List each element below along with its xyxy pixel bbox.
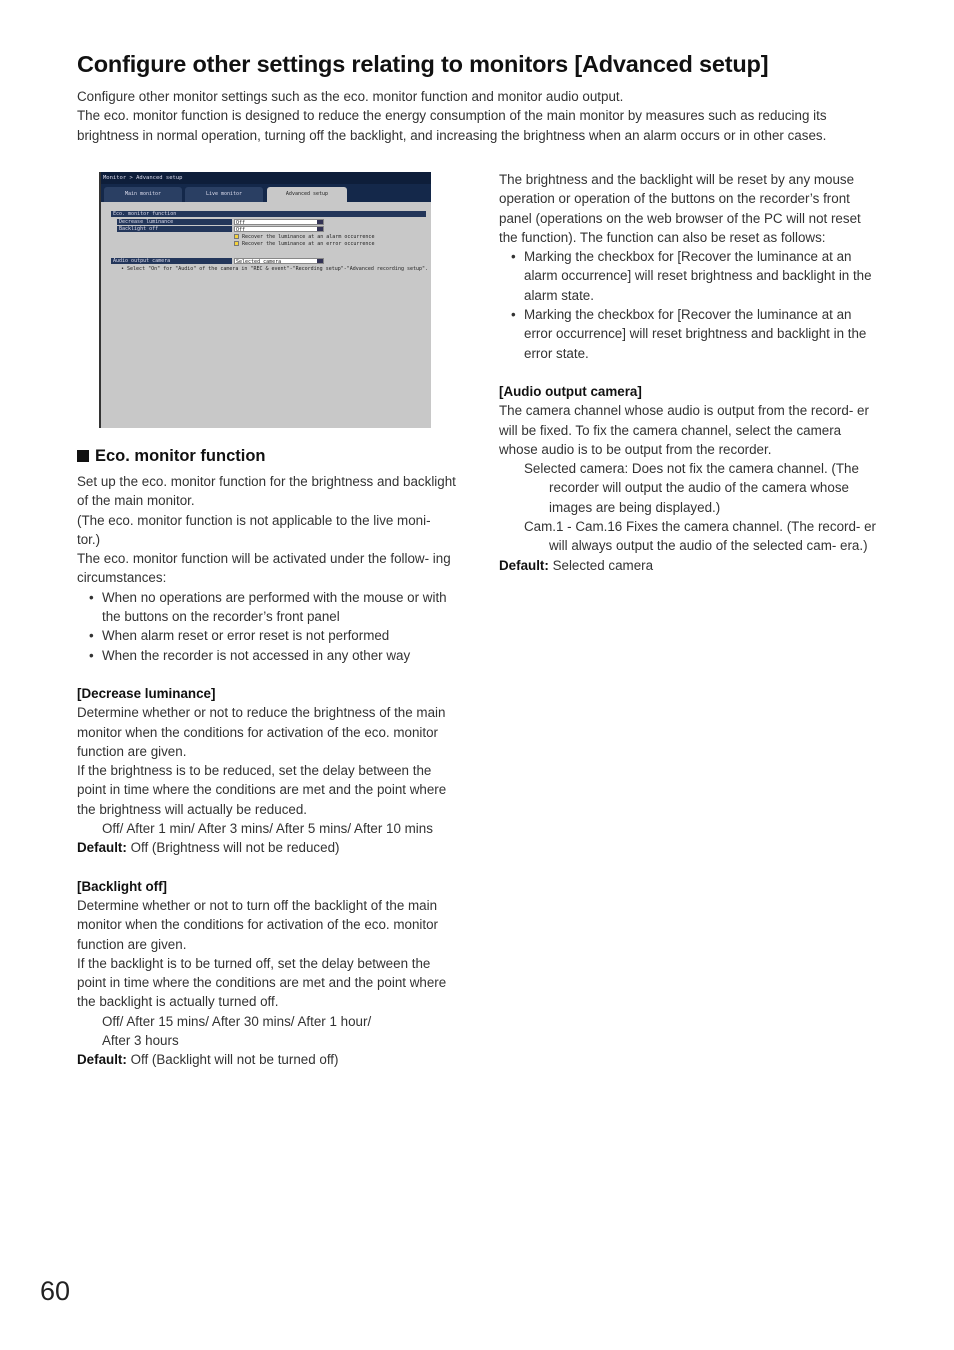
eco-section-heading xyxy=(77,447,266,466)
backlight-heading: [Backlight off] xyxy=(77,878,168,894)
backlight-off-label: Backlight off xyxy=(117,226,232,232)
default-label: Default: xyxy=(77,1052,127,1068)
decrease-heading: [Decrease luminance] xyxy=(77,685,216,701)
decrease-luminance-label: Decrease luminance xyxy=(117,219,232,225)
tab-main-monitor[interactable]: Main monitor xyxy=(104,187,182,202)
recover-error-checkbox[interactable] xyxy=(234,241,239,246)
screenshot-title-bar xyxy=(101,172,431,184)
reset-paragraph: The brightness and the backlight will be reset by any mouse operation or operation of the buttons on the recorder’s front panel (operations on the web browser of the PC will not reset the function). The function can also be reset as follows: xyxy=(499,172,861,245)
eco-paragraph: Set up the eco. monitor function for the brightness and backlight of the main monitor. xyxy=(77,474,456,509)
list-item: • Marking the checkbox for [Recover the luminance at an alarm occurrence] will reset brightness and backlight in the alarm state. xyxy=(499,247,879,305)
audio-option-cam: Cam.1 - Cam.16 Fixes the camera channel. (The record- er will always output the audio of the selected cam- era.) xyxy=(524,519,877,554)
backlight-paragraph: If the backlight is to be turned off, set the delay between the point in time where the conditions are met and the point where the backlight is actually turned off. xyxy=(77,955,447,1010)
list-item: • When alarm reset or error reset is not performed xyxy=(77,626,457,645)
screenshot-section-header: Eco. monitor function xyxy=(111,211,426,217)
eco-heading-text: Eco. monitor function xyxy=(95,447,266,465)
intro-paragraph: The eco. monitor function is designed to reduce the energy consumption of the main monitor by measures such as reducing its brightness in normal operation, turning off the backlight, and increasing the brightness when an alarm occurs or in other cases. xyxy=(77,108,827,143)
default-label: Default: xyxy=(499,557,549,573)
advanced-setup-screenshot xyxy=(99,172,431,428)
page-title: Configure other settings relating to monitors [Advanced setup] xyxy=(77,51,769,77)
left-column xyxy=(77,472,457,1070)
decrease-luminance-select[interactable]: Off xyxy=(234,219,324,225)
recover-alarm-label: Recover the luminance at an alarm occurrence xyxy=(242,234,375,240)
backlight-options: Off/ After 15 mins/ After 30 mins/ After 1 hour/ xyxy=(102,1013,372,1029)
recover-alarm-checkbox[interactable] xyxy=(234,234,239,239)
backlight-default xyxy=(77,1050,457,1069)
screenshot-breadcrumb: Monitor > Advanced setup xyxy=(103,175,183,181)
audio-output-select[interactable]: Selected camera xyxy=(234,258,324,264)
decrease-paragraph: Determine whether or not to reduce the brightness of the main monitor when the conditions for activation of the eco. monitor function are given. xyxy=(77,705,446,759)
decrease-paragraph: If the brightness is to be reduced, set the delay between the point in time where the conditions are met and the point where the brightness will actually be reduced. xyxy=(77,763,447,817)
decrease-default xyxy=(77,838,457,857)
backlight-paragraph: Determine whether or not to turn off the backlight of the main monitor when the conditions for activation of the eco. monitor function are given. xyxy=(77,897,438,952)
eco-paragraph: The eco. monitor function will be activated under the follow- ing circumstances: xyxy=(77,551,451,586)
backlight-off-select[interactable]: Off xyxy=(234,226,324,232)
default-value: Off (Backlight will not be turned off) xyxy=(130,1052,339,1068)
page-number: 60 xyxy=(40,1276,71,1306)
audio-option-selected: Selected camera: Does not fix the camera channel. (The recorder will output the audio of the camera whose images are being displayed.) xyxy=(524,461,859,515)
list-item: • Marking the checkbox for [Recover the luminance at an error occurrence] will reset brightness and backlight in the error state. xyxy=(499,305,879,363)
recover-error-label: Recover the luminance at an error occurrence xyxy=(242,241,375,247)
default-value: Selected camera xyxy=(552,557,654,573)
default-value: Off (Brightness will not be reduced) xyxy=(130,840,340,856)
intro xyxy=(77,87,877,145)
audio-heading: [Audio output camera] xyxy=(499,383,642,399)
audio-paragraph: The camera channel whose audio is output from the record- er will be fixed. To fix the camera channel, select the camera whose audio is to be output from the recorder. xyxy=(499,403,869,457)
default-label: Default: xyxy=(77,840,127,856)
audio-default xyxy=(499,556,879,575)
square-bullet-icon xyxy=(77,450,89,462)
eco-conditions-list xyxy=(77,588,457,665)
audio-output-label: Audio output camera xyxy=(111,258,232,264)
eco-paragraph: (The eco. monitor function is not applicable to the live moni- tor.) xyxy=(77,512,431,547)
right-column xyxy=(499,170,879,575)
backlight-options: After 3 hours xyxy=(102,1033,179,1049)
tab-advanced-setup[interactable]: Advanced setup xyxy=(267,187,347,202)
tab-live-monitor[interactable]: Live monitor xyxy=(185,187,263,202)
reset-list xyxy=(499,247,879,363)
list-item: • When no operations are performed with the mouse or with the buttons on the recorder’s front panel xyxy=(77,588,457,627)
screenshot-note: • Select "On" for "Audio" of the camera in "REC & event"-"Recording setup"-"Advanced recording setup". xyxy=(121,266,429,272)
list-item: • When the recorder is not accessed in any other way xyxy=(77,646,457,665)
intro-paragraph: Configure other monitor settings such as the eco. monitor function and monitor audio output. xyxy=(77,89,624,104)
decrease-options: Off/ After 1 min/ After 3 mins/ After 5 mins/ After 10 mins xyxy=(102,821,433,837)
